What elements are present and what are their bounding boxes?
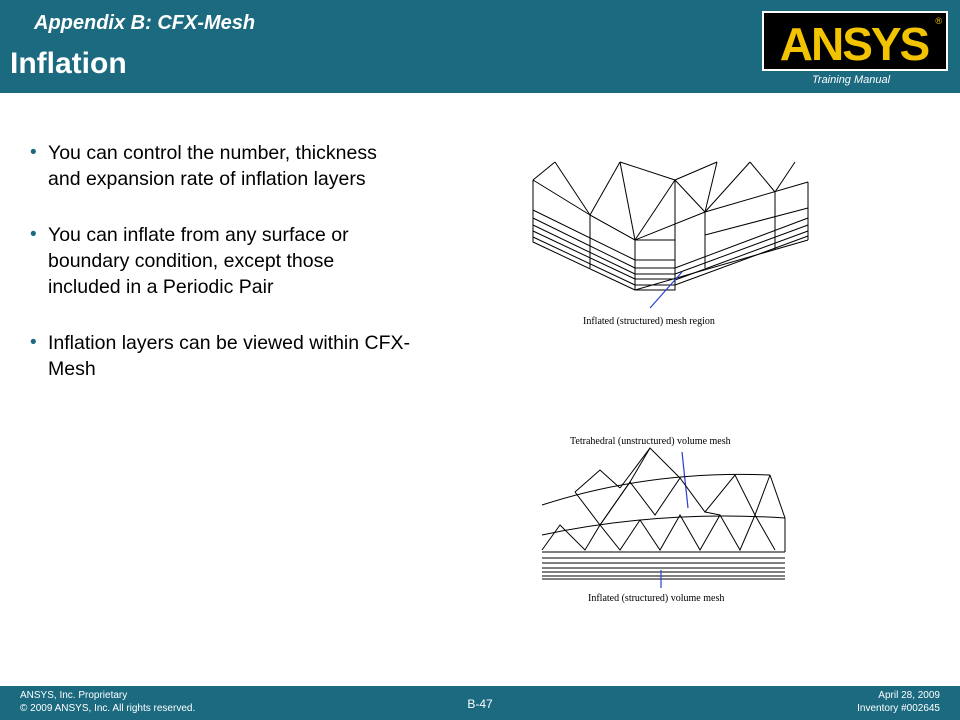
registered-mark-icon: ® — [935, 16, 942, 26]
bullet-icon: • — [30, 224, 37, 245]
ansys-logo — [762, 11, 948, 71]
inventory-text: Inventory #002645 — [857, 703, 940, 714]
page-title: Inflation — [10, 47, 127, 80]
tet-annotation-pointer — [682, 452, 688, 508]
section-subtitle: Appendix B: CFX-Mesh — [34, 12, 256, 34]
page-number: B-47 — [467, 697, 493, 711]
bullet-list — [30, 140, 410, 412]
footer-right — [857, 689, 940, 715]
tet-mesh-caption: Tetrahedral (unstructured) volume mesh — [570, 436, 731, 447]
footer-bar — [0, 686, 960, 720]
inflated-corner-mesh-figure — [525, 160, 815, 335]
training-manual-label: Training Manual — [812, 74, 891, 86]
bullet-text: Inflation layers can be viewed within CFX-Mesh — [48, 332, 410, 380]
bullet-icon: • — [30, 332, 37, 353]
top-figure-caption: Inflated (structured) mesh region — [583, 316, 715, 327]
header-bar — [0, 0, 960, 93]
bullet-item — [30, 222, 410, 300]
bullet-item — [30, 140, 410, 192]
tet-and-inflated-mesh-figure — [540, 430, 800, 610]
proprietary-text: ANSYS, Inc. Proprietary — [20, 690, 128, 701]
inflated-mesh-caption: Inflated (structured) volume mesh — [588, 593, 725, 604]
bullet-icon: • — [30, 142, 37, 163]
date-text: April 28, 2009 — [878, 690, 940, 701]
bullet-item — [30, 330, 410, 382]
copyright-text: © 2009 ANSYS, Inc. All rights reserved. — [20, 703, 196, 714]
bullet-text: You can control the number, thickness and expansion rate of inflation layers — [48, 142, 377, 190]
bullet-text: You can inflate from any surface or boundary condition, except those included in a Periodic Pair — [48, 224, 349, 298]
logo-text: ANSYS — [779, 18, 929, 70]
